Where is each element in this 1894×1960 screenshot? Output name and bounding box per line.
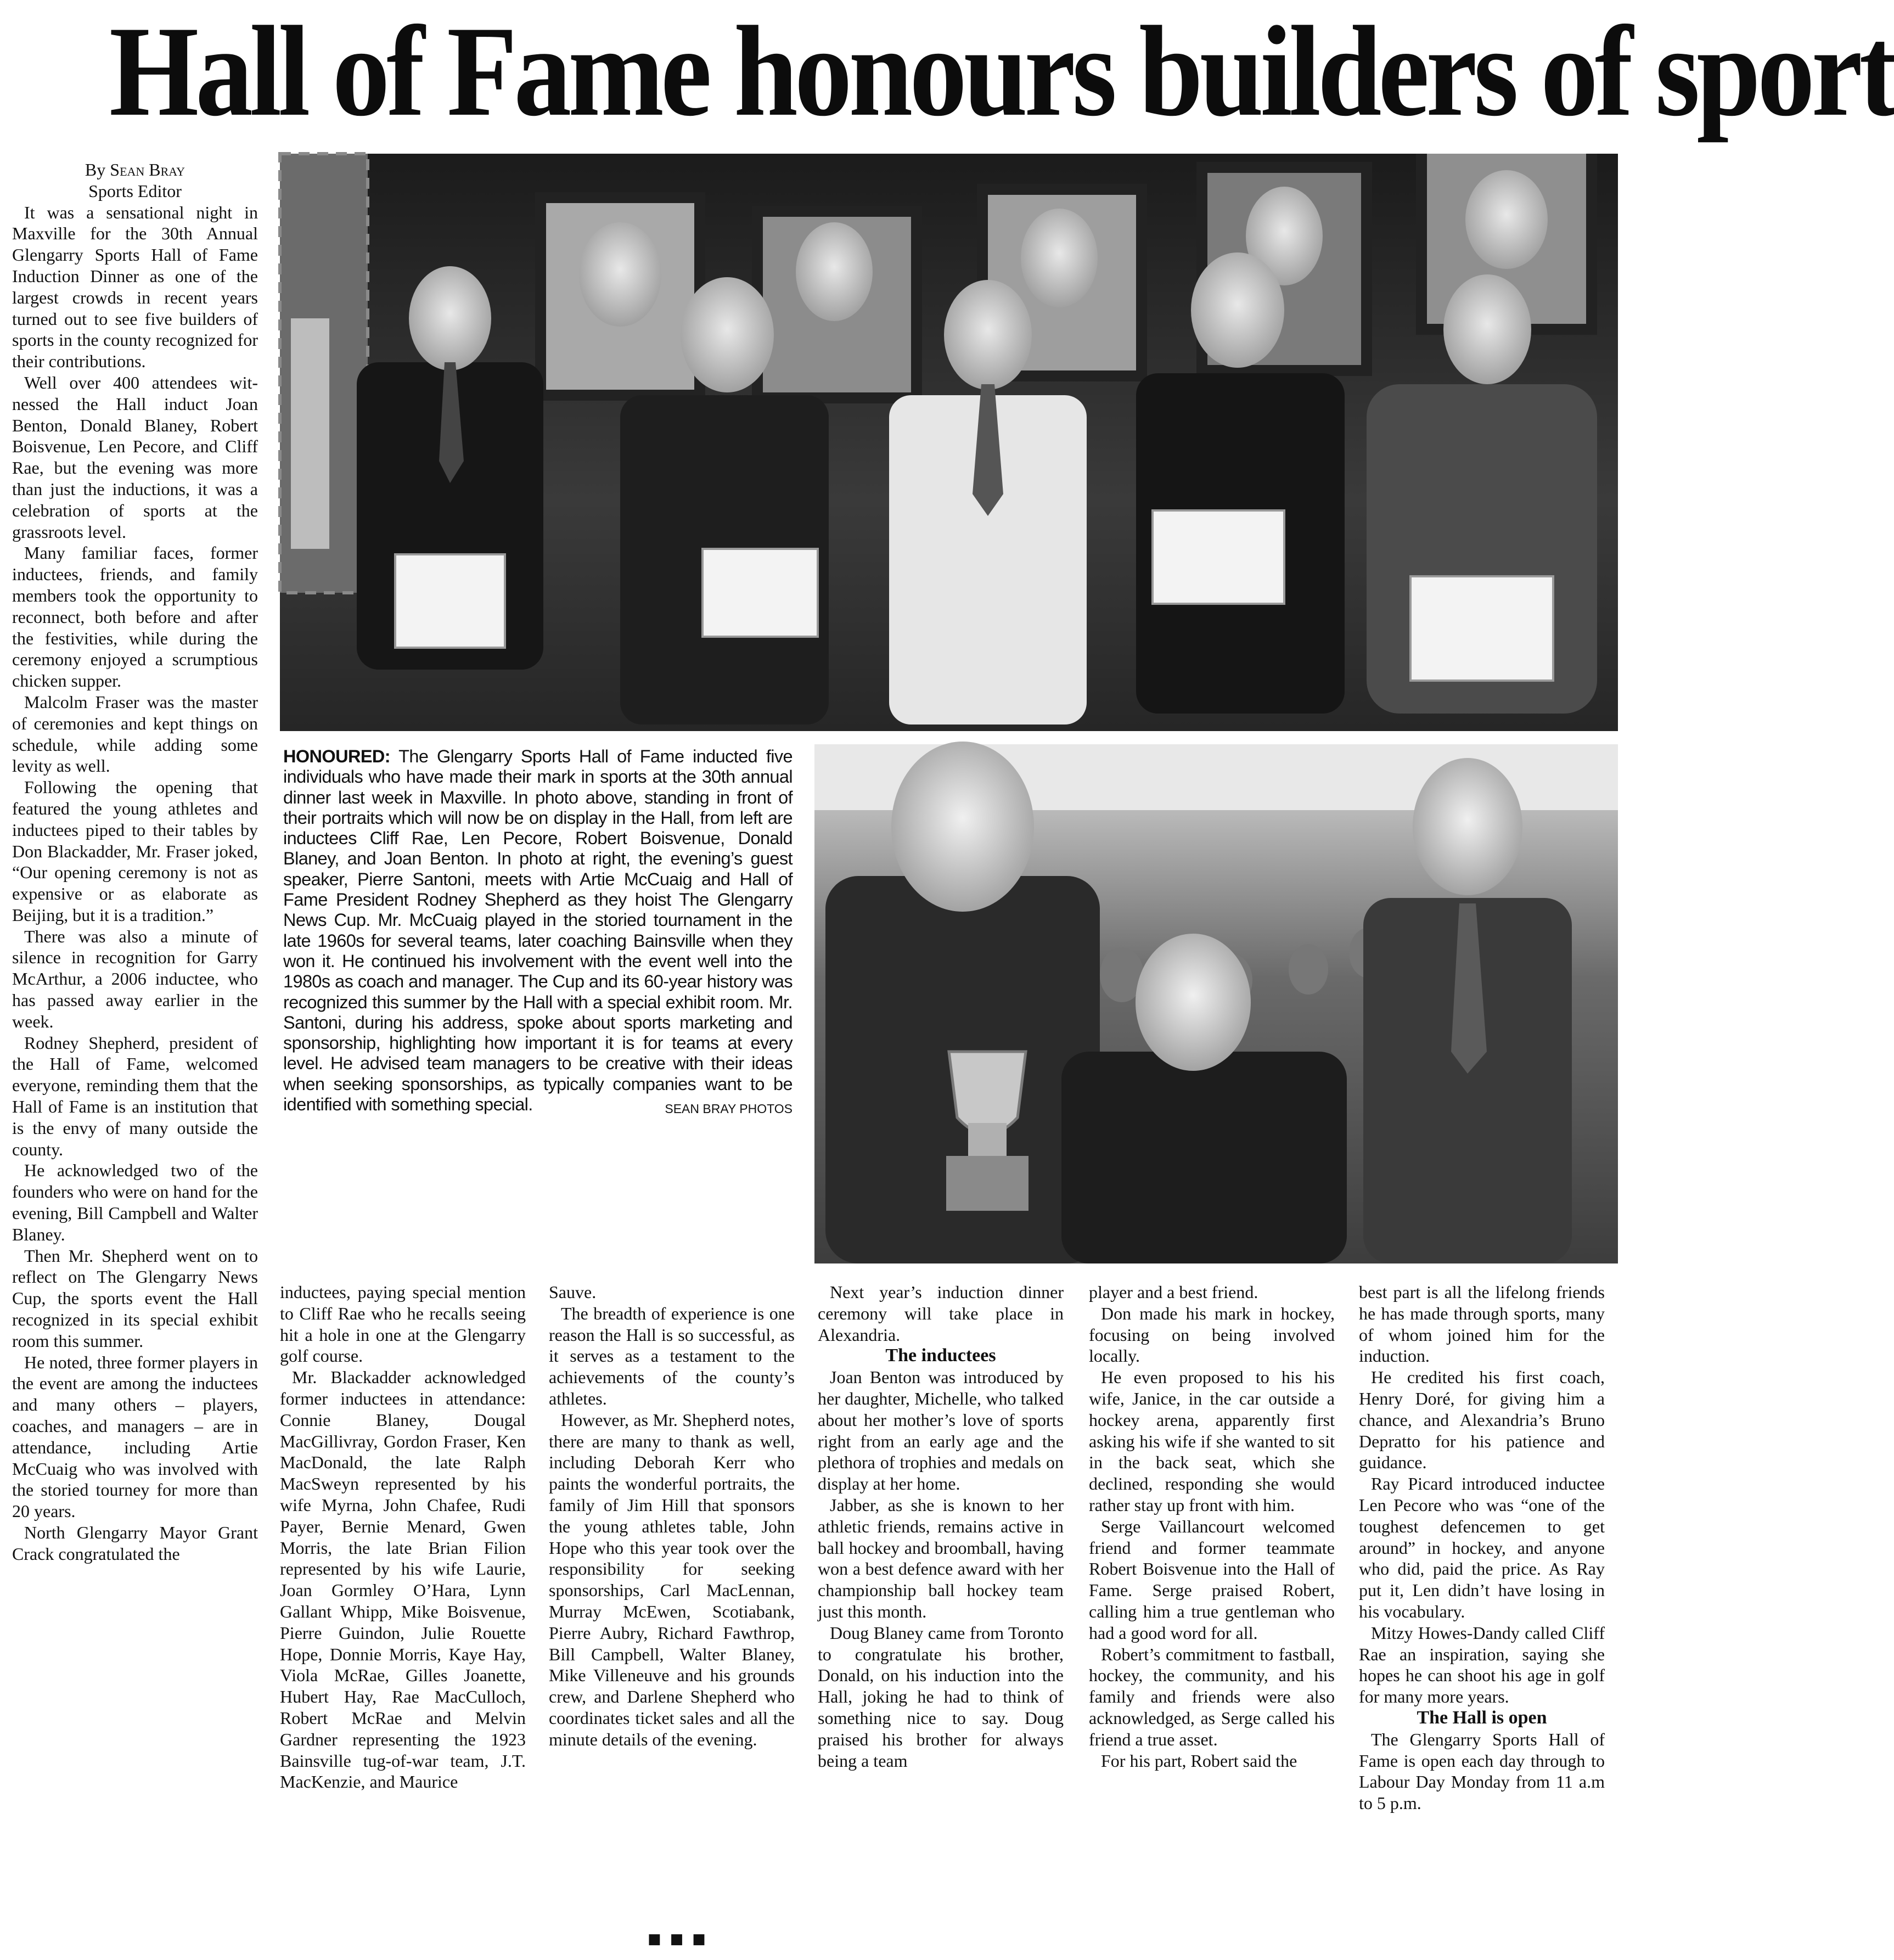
paragraph: best part is all the lifelong friends he has made through sports, many of whom joined him for the induction. — [1359, 1282, 1605, 1366]
paragraph: Following the opening that featured the young athletes and inductees piped to their tables by Don Blackadder, Mr. Fraser joked, “Our opening ceremony is not as expensive or as elaborate as Beijing, but it is a tradition.” — [12, 777, 258, 925]
paragraph: He credited his first coach, Henry Doré, for giving him a chance, and Alexandria’s Bruno Depratto for his patience and guidance. — [1359, 1367, 1605, 1473]
end-of-story-mark: ■■■ — [648, 1931, 715, 1947]
paragraph: Then Mr. Shepherd went on to reflect on The Glengarry News Cup, the sports event the Hall recognized in its special exhibit room this summer. — [12, 1245, 258, 1351]
paragraph: Jabber, as she is known to her athletic friends, remains active in ball hockey and broomball, having won a best defence award with her championship ball hockey team just this month. — [818, 1495, 1064, 1621]
article-column-6 — [1359, 1282, 1605, 1814]
article-column-2 — [280, 1282, 526, 1793]
caption-text: The Glengarry Sports Hall of Fame inducted five individuals who have made their mark in sports at the 30th annual dinner last week in Maxville. In photo above, standing in front of their portraits which will now be on display in the Hall, from left are inductees Cliff Rae, Len Pecore, Robert Boisvenue, Donald Blaney, and Joan Benton. In photo at right, the evening’s guest speaker, Pierre Santoni, meets with Artie McCuaig and Hall of Fame President Rodney Shepherd as they hoist The Glengarry News Cup. Mr. McCuaig played in the storied tournament in the late 1960s for several teams, later coaching Bainsville when they won it. He continued his involvement with the event well into the 1980s as coach and manager. The Cup and its 60-year history was recognized this summer by the Hall with a special exhibit room. Mr. Santoni, during his address, spoke about sports marketing and sponsorship, highlighting how important it is for teams at every level. He advised team managers to be creative with their ideas when seeking sponsorships, as typically companies want to be identified with something special. — [283, 746, 793, 1115]
byline-role: Sports Editor — [88, 181, 182, 201]
paragraph: inductees, paying special mention to Cliff Rae who he recalls seeing hit a hole in one at the Glengarry golf course. — [280, 1282, 526, 1366]
subheading-inductees: The inductees — [885, 1345, 996, 1366]
headline: Hall of Fame honours builders of sport — [109, 0, 1894, 143]
paragraph: He noted, three former players in the event are among the inductees and many others – players, coaches, and managers – are in attendance, including Artie McCuaig who was involved with the storied tourney for more than 20 years. — [12, 1352, 258, 1521]
paragraph: Don made his mark in hockey, focusing on being involved locally. — [1089, 1303, 1335, 1366]
paragraph: Ray Picard introduced inductee Len Pecore who was “one of the toughest defencemen to get around” in hockey, and anyone who did, paid the price. As Ray put it, Len didn’t have losing in his vocabulary. — [1359, 1474, 1605, 1621]
paragraph: Sauve. — [549, 1282, 597, 1302]
paragraph: Mr. Blackadder acknowledged former inductees in attendance: Connie Blaney, Dougal MacGillivray, Gordon Fraser, Ken MacDonald, the late Ralph MacSweyn represented by his wife Myrna, John Chafee, Rudi Payer, Bernie Menard, Gwen Morris, the late Brian Filion represented by his wife Laurie, Joan Gormley O’Hara, Lynn Gallant Whipp, Mike Boisvenue, Pierre Guindon, Julie Rouette Hope, Donnie Morris, Kaye Hay, Viola McRae, Gilles Joanette, Hubert Hay, Rae MacCulloch, Robert McRae and Melvin Gardner representing the 1923 Bainsville tug-of-war team, J.T. MacKenzie, and Maurice — [280, 1367, 526, 1792]
paragraph: However, as Mr. Shepherd notes, there are many to thank as well, including Deborah Kerr who paints the wonderful portraits, the family of Jim Hill that sponsors the young athletes table, John Hope who this year took over the responsibility for seeking sponsorships, Carl MacLennan, Murray McEwen, Scotiabank, Pierre Aubry, Richard Fawthrop, Bill Campbell, Walter Blaney, Mike Villeneuve and his grounds crew, and Darlene Shepherd who coordinates ticket sales and all the minute details of the evening. — [549, 1409, 795, 1749]
paragraph: Serge Vaillancourt welcomed friend and former teammate Robert Boisvenue into the Hall of Fame. Serge praised Robert, calling him a true gentleman who had a good word for all. — [1089, 1516, 1335, 1643]
paragraph: The Glengarry Sports Hall of Fame is open each day through to Labour Day Monday from 11 a.m to 5 p.m. — [1359, 1729, 1605, 1813]
paragraph: He acknowledged two of the founders who were on hand for the evening, Bill Campbell and Walter Blaney. — [12, 1160, 258, 1244]
cup-photo-illustration — [814, 744, 1618, 1263]
paragraph: North Glengarry Mayor Grant Crack congratulated the — [12, 1523, 258, 1564]
paragraph: He even proposed to his his wife, Janice, in the car outside a hockey arena, apparently first asking his wife if she wanted to sit in the back seat, which she declined, responding she would rather stay up front with him. — [1089, 1367, 1335, 1515]
paragraph: For his part, Robert said the — [1101, 1750, 1297, 1771]
photo-credit: SEAN BRAY PHOTOS — [665, 1102, 793, 1116]
inductees-photo-illustration — [280, 154, 1618, 731]
paragraph: Malcolm Fraser was the master of ceremonies and kept things on schedule, while adding some levity as well. — [12, 692, 258, 776]
article-column-3 — [549, 1282, 795, 1750]
paragraph: It was a sensational night in Maxville for the 30th Annual Glengarry Sports Hall of Fame Induction Dinner as one of the largest crowds in recent years turned out to see five builders of sports in the county recognized for their contributions. — [12, 202, 258, 372]
inductees-photo — [280, 154, 1618, 731]
photo-caption — [283, 746, 793, 1257]
cup-photo — [814, 744, 1618, 1263]
byline — [12, 159, 258, 202]
article-column-4 — [818, 1282, 1064, 1771]
paragraph: Well over 400 attendees witnessed the Hall induct Joan Benton, Donald Blaney, Robert Boisvenue, Len Pecore, and Cliff Rae, but the evening was more than just the inductions, it was a celebration of sports at the grassroots level. — [12, 372, 258, 542]
paragraph: Doug Blaney came from Toronto to congratulate his brother, Donald, on his induction into the Hall, joking he had to think of something nice to say. Doug praised his brother for always being a team — [818, 1622, 1064, 1771]
article-column-1 — [12, 159, 258, 1565]
byline-author: Sean Bray — [110, 160, 186, 179]
paragraph: Joan Benton was introduced by her daughter, Michelle, who talked about her mother’s love of sports right from an early age and the plethora of trophies and medals on display at her home. — [818, 1367, 1064, 1494]
paragraph: Mitzy Howes-Dandy called Cliff Rae an inspiration, saying she hopes he can shoot his age in golf for many more years. — [1359, 1622, 1605, 1707]
byline-prefix: By — [85, 160, 110, 179]
article-column-5 — [1089, 1282, 1335, 1771]
paragraph: Robert’s commitment to fastball, hockey, the community, and his family and friends were also acknowledged, as Serge called his friend a true asset. — [1089, 1644, 1335, 1749]
paragraph: There was also a minute of silence in recognition for Garry McArthur, a 2006 inductee, who has passed away earlier in the week. — [12, 926, 258, 1031]
subheading-hall-open: The Hall is open — [1417, 1707, 1547, 1728]
paragraph: player and a best friend. — [1089, 1282, 1258, 1302]
paragraph: The breadth of experience is one reason the Hall is so successful, as it serves as a testament to the achievements of the county’s athletes. — [549, 1303, 795, 1408]
caption-lead: HONOURED: — [283, 746, 391, 766]
paragraph: Many familiar faces, former inductees, friends, and family members took the opportunity to reconnect, both before and after the festivities, while during the ceremony enjoyed a scrumptious chicken supper. — [12, 543, 258, 691]
paragraph: Rodney Shepherd, president of the Hall of Fame, welcomed everyone, reminding them that the Hall of Fame is an institution that is the envy of many outside the county. — [12, 1032, 258, 1159]
paragraph: Next year’s induction dinner ceremony will take place in Alexandria. — [818, 1282, 1064, 1345]
